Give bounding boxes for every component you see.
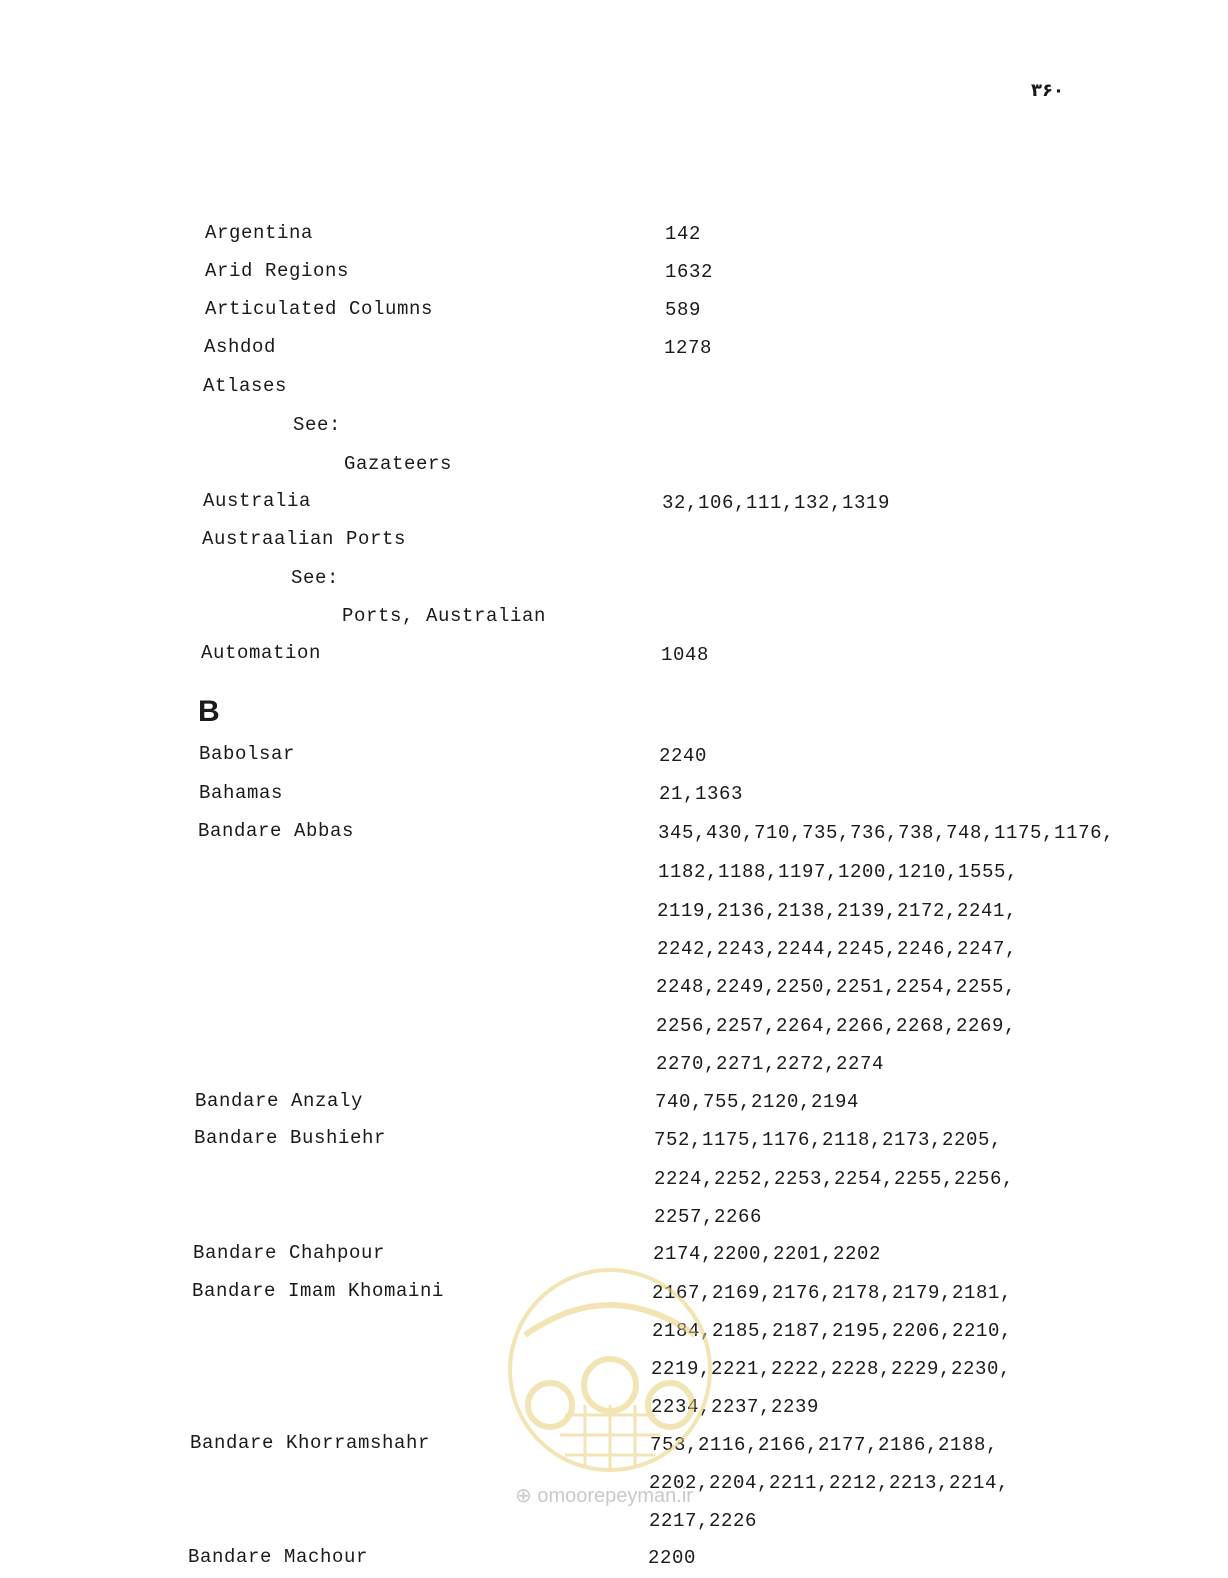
index-term: Argentina <box>205 222 314 244</box>
see-target: Ports, Australian <box>342 605 547 627</box>
index-refs: 2256,2257,2264,2266,2268,2269, <box>656 1015 1017 1037</box>
index-refs: 2174,2200,2201,2202 <box>653 1243 882 1265</box>
index-term: Bandare Machour <box>188 1546 369 1568</box>
index-refs: 2234,2237,2239 <box>651 1396 820 1418</box>
index-refs: 1182,1188,1197,1200,1210,1555, <box>658 861 1019 883</box>
index-refs: 1048 <box>661 644 710 666</box>
see-label: See: <box>291 567 340 589</box>
index-refs: 2167,2169,2176,2178,2179,2181, <box>652 1282 1013 1304</box>
index-refs: 2217,2226 <box>649 1510 758 1532</box>
section-letter: B <box>198 695 220 728</box>
index-term: Bandare Imam Khomaini <box>192 1280 445 1302</box>
index-refs: 345,430,710,735,736,738,748,1175,1176, <box>658 822 1115 844</box>
see-label: See: <box>293 414 342 436</box>
watermark-url: omoorepeyman.ir <box>537 1485 693 1507</box>
index-refs: 142 <box>665 223 702 245</box>
index-refs: 2184,2185,2187,2195,2206,2210, <box>652 1320 1013 1342</box>
index-term: Bandare Khorramshahr <box>190 1432 431 1454</box>
index-term: Ashdod <box>204 336 277 358</box>
index-term: Automation <box>201 642 322 664</box>
index-refs: 2219,2221,2222,2228,2229,2230, <box>651 1358 1012 1380</box>
index-term: Bandare Chahpour <box>193 1242 386 1264</box>
index-refs: 740,755,2120,2194 <box>655 1091 860 1113</box>
index-refs: 589 <box>665 299 702 321</box>
index-refs: 2240 <box>659 745 708 767</box>
index-term: Arid Regions <box>205 260 350 282</box>
index-refs: 2257,2266 <box>654 1206 763 1228</box>
index-refs: 2200 <box>648 1547 697 1569</box>
index-term: Australia <box>203 490 312 512</box>
index-term: Bahamas <box>199 782 284 804</box>
index-refs: 2202,2204,2211,2212,2213,2214, <box>649 1472 1010 1494</box>
index-term: Atlases <box>203 375 288 397</box>
index-refs: 2270,2271,2272,2274 <box>656 1053 885 1075</box>
index-refs: 2119,2136,2138,2139,2172,2241, <box>657 900 1018 922</box>
index-refs: 2248,2249,2250,2251,2254,2255, <box>656 976 1017 998</box>
index-refs: 753,2116,2166,2177,2186,2188, <box>650 1434 999 1456</box>
index-refs: 1278 <box>664 337 713 359</box>
globe-icon: ⊕ <box>515 1485 532 1507</box>
index-refs: 752,1175,1176,2118,2173,2205, <box>654 1129 1003 1151</box>
index-term: Bandare Anzaly <box>195 1090 364 1112</box>
index-refs: 2242,2243,2244,2245,2246,2247, <box>657 938 1018 960</box>
index-refs: 32,106,111,132,1319 <box>662 492 891 514</box>
see-target: Gazateers <box>344 453 453 475</box>
page-number: ۳۶۰ <box>1031 80 1064 101</box>
index-term: Austraalian Ports <box>202 528 407 550</box>
index-term: Articulated Columns <box>205 298 434 320</box>
index-refs: 1632 <box>665 261 714 283</box>
index-term: Babolsar <box>199 743 296 765</box>
index-term: Bandare Bushiehr <box>194 1127 387 1149</box>
index-term: Bandare Abbas <box>198 820 355 842</box>
index-refs: 21,1363 <box>659 783 744 805</box>
index-refs: 2224,2252,2253,2254,2255,2256, <box>654 1168 1015 1190</box>
watermark-text <box>515 1483 693 1508</box>
